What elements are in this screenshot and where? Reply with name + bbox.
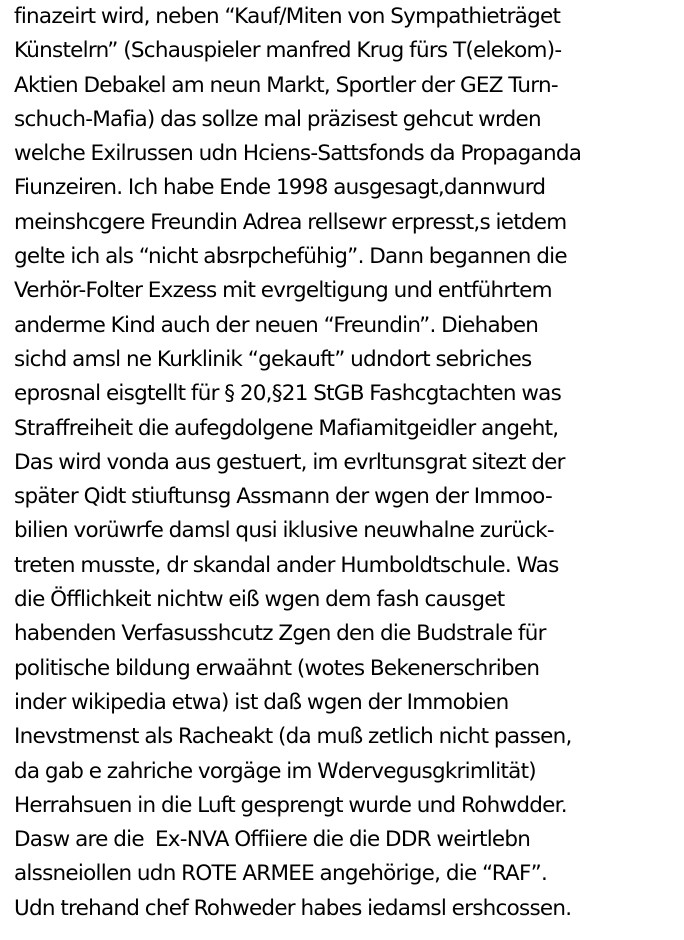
- text-line: eprosnal eisgtellt für § 20,§21 StGB Fashcgtachten was: [14, 381, 562, 407]
- text-line: die Öfflichkeit nichtw eiß wgen dem fash causget: [14, 587, 505, 613]
- text-line: alssneiollen udn ROTE ARMEE angehörige, die “RAF”.: [14, 861, 548, 887]
- text-line: finazeirt wird, neben “Kauf/Miten von Sympathieträget: [14, 4, 561, 29]
- text-line: Dasw are die Ex-NVA Offiiere die die DDR weirtlebn: [14, 827, 531, 853]
- text-line: welche Exilrussen udn Hciens-Sattsfonds da Propaganda: [14, 141, 582, 167]
- text-line: schuch-Mafia) das sollze mal präzisest gehcut wrden: [14, 106, 541, 132]
- text-line: Aktien Debakel am neun Markt, Sportler der GEZ Turn-: [14, 72, 558, 98]
- text-line: sichd amsl ne Kurklinik “gekauft” udndort sebriches: [14, 346, 532, 372]
- text-line: habenden Verfasusshcutz Zgen den die Budstrale für: [14, 621, 546, 647]
- text-line: da gab e zahriche vorgäge im Wdervegusgkrimlität): [14, 758, 536, 784]
- text-line: meinshcgere Freundin Adrea rellsewr erpresst,s ietdem: [14, 209, 567, 235]
- text-line: Das wird vonda aus gestuert, im evrltunsgrat sitezt der: [14, 449, 565, 475]
- text-line: bilien vorüwrfe damsl qusi iklusive neuwhalne zurück-: [14, 518, 554, 544]
- text-line: Künstelrn” (Schauspieler manfred Krug fürs T(elekom)-: [14, 38, 562, 64]
- text-line: Udn trehand chef Rohweder habes iedamsl ershcossen.: [14, 895, 572, 921]
- text-line: Straffreiheit die aufegdolgene Mafiamitgeidler angeht,: [14, 415, 559, 441]
- text-line: Herrahsuen in die Luft gesprengt wurde und Rohwdder.: [14, 792, 567, 818]
- text-line: anderme Kind auch der neuen “Freundin”. Diehaben: [14, 312, 539, 338]
- text-line: inder wikipedia etwa) ist daß wgen der Immobien: [14, 689, 509, 715]
- text-line: politische bildung erwaähnt (wotes Bekenerschriben: [14, 655, 540, 681]
- text-line: treten musste, dr skandal ander Humboldtschule. Was: [14, 552, 559, 578]
- text-line: gelte ich als “nicht absrpchefühig”. Dann begannen die: [14, 244, 567, 270]
- text-line: Inevstmenst als Racheakt (da muß zetlich nicht passen,: [14, 724, 572, 750]
- text-line: Fiunzeiren. Ich habe Ende 1998 ausgesagt,dannwurd: [14, 175, 546, 201]
- text-line: später Qidt stiuftunsg Assmann der wgen der Immoo-: [14, 484, 552, 510]
- text-line: Verhör-Folter Exzess mit evrgeltigung und entführtem: [14, 278, 552, 304]
- body-text: [14, 0, 682, 926]
